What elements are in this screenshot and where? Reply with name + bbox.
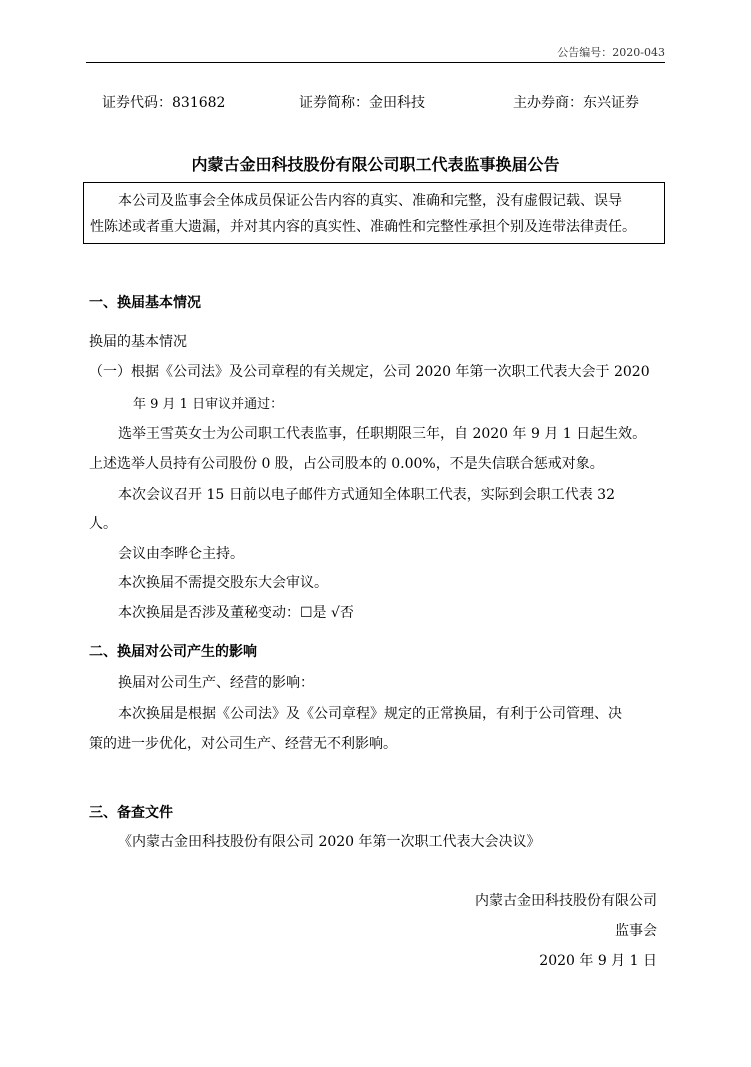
secretary-change: 本次换届是否涉及董秘变动：☐是 √否 [118,605,354,621]
notice-box [83,182,665,244]
document-title: 内蒙古金田科技股份有限公司职工代表监事换届公告 [191,155,560,174]
signature-body: 监事会 [615,923,657,939]
meeting-notice-line-2: 人。 [89,516,117,532]
notice-line-1: 本公司及监事会全体成员保证公告内容的真实、准确和完整，没有虚假记载、误导 [118,193,622,209]
item-1-line-2: 年 9 月 1 日审议并通过： [133,397,284,412]
meeting-chair: 会议由李晔仑主持。 [118,546,244,562]
section-2-heading: 二、换届对公司产生的影响 [89,644,257,660]
election-para-line-1: 选举王雪英女士为公司职工代表监事，任职期限三年，自 2020 年 9 月 1 日起生效。 [118,426,647,442]
election-para-line-2: 上述选举人员持有公司股份 0 股，占公司股本的 0.00%，不是失信联合惩戒对象。 [89,456,604,472]
impact-line-2: 策的进一步优化，对公司生产、经营无不利影响。 [89,736,397,752]
item-1-line-1: （一）根据《公司法》及公司章程的有关规定，公司 2020 年第一次职工代表大会于 2020 [89,364,650,380]
shareholder-review: 本次换届不需提交股东大会审议。 [118,575,328,591]
reference-document: 《内蒙古金田科技股份有限公司 2020 年第一次职工代表大会决议》 [118,834,541,850]
signature-company: 内蒙古金田科技股份有限公司 [475,893,657,909]
section-1-heading: 一、换届基本情况 [89,295,201,311]
security-code: 证券代码：831682 [102,95,226,111]
sponsor-broker: 主办券商：东兴证券 [513,95,639,111]
impact-intro: 换届对公司生产、经营的影响： [118,675,314,691]
section-1-subheading: 换届的基本情况 [89,334,187,350]
signature-date: 2020 年 9 月 1 日 [539,953,657,969]
security-short-name: 证券简称：金田科技 [299,95,425,111]
section-3-heading: 三、备查文件 [89,805,173,821]
announcement-number: 公告编号：2020-043 [557,46,665,59]
notice-line-2: 性陈述或者重大遗漏，并对其内容的真实性、准确性和完整性承担个别及连带法律责任。 [90,219,636,235]
header-rule [86,62,665,63]
meeting-notice-line-1: 本次会议召开 15 日前以电子邮件方式通知全体职工代表，实际到会职工代表 32 [118,487,615,503]
impact-line-1: 本次换届是根据《公司法》及《公司章程》规定的正常换届，有利于公司管理、决 [118,706,622,722]
